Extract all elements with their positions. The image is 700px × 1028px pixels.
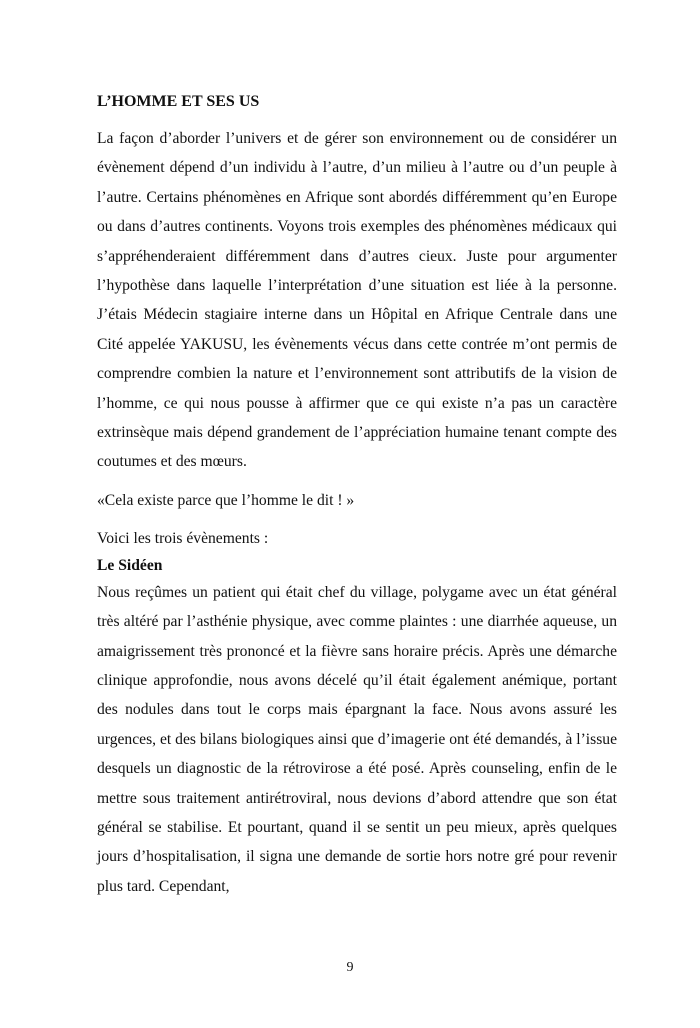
quote-line: «Cela existe parce que l’homme le dit ! » xyxy=(97,491,355,509)
paragraph-case: Nous reçûmes un patient qui était chef du village, polygame avec un état général très altéré par l’asthénie physique, avec comme plaintes : une diarrhée aqueuse, un amaigrissement très prononcé et la fièvre sans horaire précis. Après une démarche clinique approfondie, nous avons décelé qu’il était également anémique, portant des nodules dans tout le corps mais épargnant la face. Nous avons assuré les urgences, et des bilans biologiques ainsi que d’imagerie ont été demandés, à l’issue desquels un diagnostic de la rétrovirose a été posé. Après counseling, enfin de le mettre sous traitement antirétroviral, nous devions d’abord attendre que son état général se stabilise. Et pourtant, quand il se sentit un peu mieux, après quelques jours d’hospitalisation, il signa une demande de sortie hors notre gré pour revenir plus tard. Cependant, xyxy=(97,583,617,895)
section-heading: L’HOMME ET SES US xyxy=(97,93,260,110)
document-page xyxy=(97,92,617,901)
events-intro-line: Voici les trois évènements : xyxy=(97,530,269,548)
subsection-heading: Le Sidéen xyxy=(97,556,163,574)
paragraph-intro: La façon d’aborder l’univers et de gérer son environnement ou de considérer un évènement dépend d’un individu à l’autre, d’un milieu à l’autre ou d’un peuple à l’autre. Certains phénomènes en Afrique sont abordés différemment qu’en Europe ou dans d’autres continents. Voyons trois exemples des phénomènes médicaux qui s’appréhenderaient différemment dans d’autres cieux. Juste pour argumenter l’hypothèse dans laquelle l’interprétation d’une situation est liée à la personne. J’étais Médecin stagiaire interne dans un Hôpital en Afrique Centrale dans une Cité appelée YAKUSU, les évènements vécus dans cette contrée m’ont permis de comprendre combien la nature et l’environnement sont attributifs de la vision de l’homme, ce qui nous pousse à affirmer que ce qui existe n’a pas un caractère extrinsèque mais dépend grandement de l’appréciation humaine tenant compte des coutumes et des mœurs. xyxy=(97,130,617,471)
page-number: 9 xyxy=(346,960,354,975)
